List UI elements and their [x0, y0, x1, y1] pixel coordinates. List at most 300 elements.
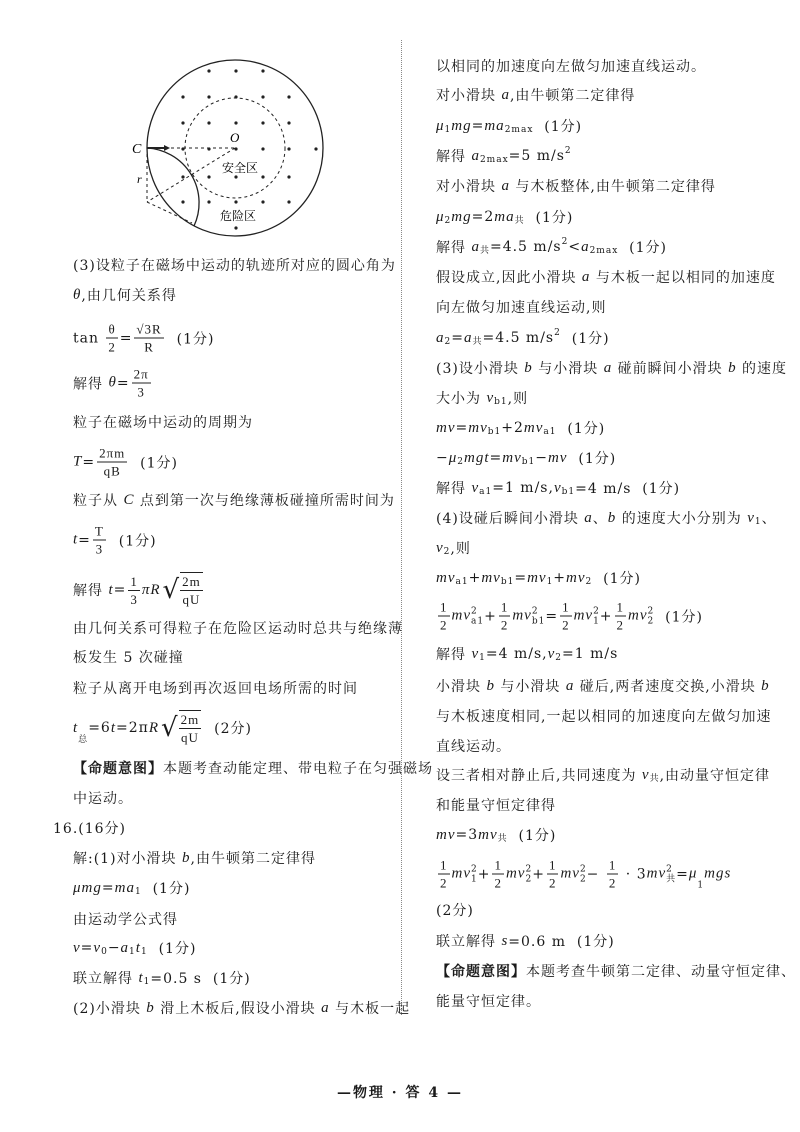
text-segment: (2)小滑块 — [73, 1001, 147, 1017]
formula-line — [73, 878, 190, 898]
superscript: 2 — [471, 864, 478, 874]
field-dot — [234, 226, 237, 229]
fraction — [180, 572, 203, 608]
text-line — [73, 848, 316, 868]
fraction — [106, 321, 117, 356]
field-dot — [181, 121, 184, 124]
text-segment: ,由牛顿第二定律得 — [190, 851, 316, 867]
numerator: 1 — [440, 857, 448, 873]
label-c: C — [132, 142, 142, 157]
subscript: 2 — [444, 216, 452, 226]
math-variable: a — [321, 999, 330, 1016]
text-segment: (1分) — [560, 331, 610, 347]
text-segment: − — [107, 940, 121, 956]
math-variable: v — [747, 509, 755, 526]
text-segment: 的速度大小分别为 — [616, 511, 748, 527]
math-variable: mv — [436, 569, 456, 586]
math-variable: mgs — [704, 865, 732, 882]
math-variable: v — [553, 479, 562, 496]
math-variable: mv — [451, 607, 471, 624]
safe-zone-label: 安全区 — [222, 161, 259, 175]
formula-line — [73, 710, 252, 746]
text-segment: = — [545, 608, 559, 624]
text-segment: (1分) — [618, 240, 667, 256]
sub-superscript — [580, 864, 587, 884]
formula-line — [436, 328, 610, 348]
subscript: 1 — [697, 880, 705, 891]
text-segment: = — [489, 450, 503, 466]
math-variable: πR — [141, 581, 161, 598]
subscript: 1 — [129, 947, 136, 957]
text-segment: + — [468, 570, 482, 586]
text-segment: 由几何关系可得粒子在危险区运动时总共与绝缘薄 — [73, 621, 403, 637]
denominator: qU — [182, 592, 201, 607]
formula-line — [436, 644, 618, 664]
math-variable: mv — [505, 865, 526, 882]
subscript: b1 — [487, 427, 502, 437]
math-variable: v — [547, 645, 556, 662]
subscript: 2 — [555, 653, 562, 663]
fraction — [547, 857, 559, 892]
text-segment: 与木板一起 — [329, 1001, 411, 1017]
numerator: 1 — [130, 573, 138, 589]
math-variable: mv — [628, 607, 648, 624]
field-dot — [287, 95, 290, 98]
denominator: 2 — [494, 875, 502, 891]
math-variable: a — [603, 359, 613, 376]
text-line — [436, 85, 635, 105]
math-variable: b — [486, 677, 495, 694]
text-line — [436, 176, 716, 196]
superscript: 2 — [564, 146, 572, 156]
math-variable: mv — [481, 569, 501, 586]
text-segment: 与木板整体,由牛顿第二定律得 — [509, 179, 716, 195]
text-segment: =3 — [455, 827, 479, 843]
fraction — [499, 599, 511, 634]
field-dot — [207, 121, 210, 124]
fraction — [438, 857, 450, 892]
text-segment: (1分) — [556, 421, 606, 437]
superscript: 2 — [554, 328, 561, 338]
text-line — [73, 788, 133, 808]
text-segment: (3)设粒子在磁场中运动的轨迹所对应的圆心角为 — [73, 258, 396, 274]
text-segment: 对小滑块 — [436, 88, 502, 104]
text-line — [436, 56, 706, 76]
subscript: 2 — [444, 337, 452, 347]
subscript: 1 — [140, 947, 148, 957]
text-segment: 碰后,两者速度交换,小滑块 — [574, 679, 762, 695]
field-dots — [181, 69, 317, 229]
text-segment: 解得 — [436, 481, 472, 497]
text-segment: 与木板速度相同,一起以相同的加速度向左做匀加速 — [436, 709, 772, 725]
arrow-head-icon — [164, 145, 170, 151]
subscript: b1 — [531, 616, 546, 626]
formula-line — [436, 418, 605, 438]
text-segment: =4 m/s, — [485, 646, 548, 662]
text-segment: (4)设碰后瞬间小滑块 — [436, 511, 585, 527]
text-segment: 联立解得 — [73, 971, 139, 987]
text-segment: (1分) — [533, 119, 583, 135]
denominator: qU — [180, 730, 199, 745]
math-variable: a — [581, 268, 591, 285]
field-dot — [234, 69, 237, 72]
text-segment: = — [676, 866, 689, 882]
text-segment: 板发生 5 次碰撞 — [73, 650, 184, 666]
subscript: 1 — [143, 977, 151, 987]
question-number — [53, 818, 126, 838]
formula-line — [73, 523, 157, 558]
math-variable: mgt — [464, 449, 490, 466]
formula-line — [436, 825, 556, 845]
text-segment: 由运动学公式得 — [73, 912, 178, 928]
math-variable: μ — [688, 865, 698, 882]
text-segment: = — [116, 375, 130, 391]
math-variable: t — [108, 581, 114, 598]
denominator: 2 — [608, 875, 617, 891]
bold-tag: 【命题意图】 — [73, 761, 163, 777]
text-segment: =4.5 m/s — [489, 239, 562, 255]
math-variable: v — [73, 939, 81, 956]
text-segment: 解得 — [436, 647, 472, 663]
text-segment: (1分) — [524, 210, 574, 226]
text-segment: = — [113, 582, 127, 598]
text-segment: (1分) — [141, 881, 191, 897]
math-variable: a — [471, 238, 480, 255]
text-segment: 粒子从 — [73, 493, 124, 509]
text-segment: =4.5 m/s — [482, 330, 555, 346]
text-segment: + — [477, 866, 491, 882]
subscript: 2 — [443, 547, 451, 557]
text-segment: +2 — [501, 420, 524, 436]
numerator: 1 — [500, 599, 509, 615]
text-segment: (2分) — [203, 721, 252, 737]
math-variable: a — [584, 509, 593, 526]
math-variable: mg — [451, 117, 472, 134]
text-segment: =1 m/s — [561, 646, 619, 662]
field-dot — [207, 69, 210, 72]
text-line — [73, 255, 396, 275]
score-line — [436, 900, 474, 920]
text-line — [436, 267, 776, 287]
text-segment: ,则 — [450, 541, 471, 557]
text-segment: (3)设小滑块 — [436, 361, 525, 377]
square-root — [163, 572, 205, 608]
text-segment: = — [78, 532, 91, 548]
subscript: b1 — [561, 487, 576, 497]
text-segment: 碰前瞬间小滑块 — [612, 361, 729, 377]
math-variable: mv — [502, 449, 522, 466]
text-segment: − — [586, 866, 605, 882]
formula-line — [73, 445, 178, 480]
subscript: 2max — [589, 246, 619, 256]
math-variable: a — [436, 329, 445, 346]
text-line — [436, 736, 511, 756]
formula-line — [73, 938, 196, 958]
subscript: b1 — [521, 457, 536, 467]
text-segment: − — [535, 450, 548, 466]
text-line — [73, 909, 178, 929]
math-variable: t — [110, 719, 116, 736]
text-segment: 解:(1)对小滑块 — [73, 851, 182, 867]
math-variable: v — [486, 389, 495, 406]
text-segment: =4 m/s (1分) — [575, 481, 681, 497]
math-variable: b — [761, 677, 770, 694]
text-line — [73, 285, 177, 305]
math-variable: t — [138, 969, 144, 986]
superscript: 2 — [647, 606, 655, 616]
text-line — [436, 388, 528, 408]
text-segment: 与木板一起以相同的加速度 — [590, 270, 776, 286]
subscript: 2 — [579, 874, 587, 884]
field-dot — [181, 95, 184, 98]
math-variable: R — [148, 719, 160, 736]
math-variable: ma — [484, 117, 505, 134]
subscript: 1 — [546, 577, 554, 587]
denominator: 2 — [440, 875, 448, 891]
subscript: 共 — [666, 874, 677, 884]
subscript: a1 — [471, 616, 485, 626]
text-segment: (1分) — [567, 451, 617, 467]
formula-line — [436, 448, 616, 468]
fraction — [438, 599, 450, 634]
math-variable: mv — [573, 607, 594, 624]
text-segment: · 3 — [620, 866, 647, 882]
superscript: 2 — [471, 606, 478, 616]
text-line — [73, 618, 403, 638]
numerator: 1 — [548, 857, 557, 873]
subscript: b1 — [500, 577, 515, 587]
text-segment: 的速度 — [736, 361, 788, 377]
numerator: 1 — [494, 857, 502, 873]
intent-line — [73, 758, 433, 778]
math-variable: T — [73, 453, 83, 470]
text-line — [73, 490, 395, 510]
math-variable: a — [581, 238, 590, 255]
math-variable: mv — [436, 826, 456, 843]
superscript: 2 — [593, 606, 600, 616]
text-segment: 解得 — [436, 240, 472, 256]
text-segment: 解得 — [73, 376, 109, 392]
field-dot — [181, 200, 184, 203]
denominator: qB — [103, 463, 121, 479]
text-line — [73, 647, 184, 667]
numerator: 1 — [608, 857, 617, 873]
numerator: 2m — [182, 574, 201, 589]
text-segment: − — [436, 450, 449, 466]
text-segment: 以相同的加速度向左做匀加速直线运动。 — [436, 59, 706, 75]
danger-zone-label: 危险区 — [220, 209, 257, 223]
numerator: 2πm — [99, 445, 126, 461]
field-dot — [207, 95, 210, 98]
math-variable: t — [73, 531, 79, 548]
text-segment: 16.(16分) — [53, 821, 127, 837]
denominator: 3 — [130, 591, 138, 607]
subscript: 2 — [525, 874, 533, 884]
math-variable: μ — [436, 208, 445, 225]
math-variable: mv — [451, 865, 471, 882]
text-segment: (2分) — [436, 903, 474, 919]
label-r: r — [137, 172, 142, 186]
text-segment: ,由牛顿第二定律得 — [509, 88, 636, 104]
math-variable: v — [471, 479, 480, 496]
field-dot — [314, 147, 317, 150]
math-variable: mv — [512, 607, 532, 624]
numerator: 2π — [133, 366, 149, 382]
formula-line — [73, 968, 251, 988]
formula-line — [436, 568, 641, 588]
text-segment: = — [455, 420, 469, 436]
math-variable: b — [607, 509, 617, 526]
field-dot — [234, 175, 237, 178]
fraction — [179, 710, 202, 746]
text-segment: (1分) — [592, 571, 641, 587]
text-segment: =0.6 m (1分) — [508, 934, 615, 950]
field-dot — [261, 175, 264, 178]
magnetic-field-diagram — [120, 40, 350, 250]
fraction — [128, 573, 140, 608]
subscript: 共 — [479, 246, 490, 256]
math-variable: b — [182, 849, 191, 866]
field-dot — [287, 147, 290, 150]
denominator: 2 — [548, 875, 557, 891]
math-variable: μ — [448, 449, 458, 466]
subscript: a1 — [479, 487, 493, 497]
text-line — [73, 412, 253, 432]
subscript: 2max — [504, 125, 534, 135]
numerator: 1 — [440, 599, 448, 615]
denominator: 2 — [440, 617, 448, 633]
formula-line — [436, 146, 572, 166]
math-variable: mv — [478, 826, 498, 843]
text-segment: 点到第一次与绝缘薄板碰撞所需时间为 — [134, 493, 395, 509]
math-variable: a — [501, 177, 510, 194]
numerator: 1 — [562, 599, 570, 615]
tangent-line — [147, 202, 192, 223]
field-dot — [234, 121, 237, 124]
superscript: 2 — [579, 864, 587, 874]
math-variable: ma — [494, 208, 515, 225]
trajectory-arc — [147, 148, 199, 226]
fraction — [134, 321, 163, 356]
math-variable: mv — [527, 569, 547, 586]
field-dot — [207, 200, 210, 203]
fraction — [132, 366, 151, 401]
formula-line — [436, 931, 615, 951]
denominator: 2 — [500, 617, 509, 633]
text-segment: 解得 — [73, 583, 109, 599]
text-line — [436, 358, 787, 378]
bold-tag: 【命题意图】 — [436, 964, 526, 980]
math-variable: b — [728, 359, 737, 376]
formula-line — [73, 572, 205, 608]
sub-superscript — [471, 864, 478, 884]
formula-line — [436, 478, 680, 498]
subscript: a1 — [543, 427, 557, 437]
text-segment: (1分) — [107, 533, 157, 549]
subscript: 总 — [78, 735, 89, 745]
fraction — [492, 857, 504, 892]
field-dot — [261, 69, 264, 72]
sub-superscript — [593, 606, 600, 626]
field-dot — [261, 147, 264, 150]
subscript: 1 — [593, 616, 600, 626]
field-dot — [261, 95, 264, 98]
formula-line — [436, 207, 573, 227]
sub-superscript — [525, 864, 532, 884]
text-segment: ,由几何关系得 — [81, 288, 177, 304]
math-variable: s — [501, 932, 509, 949]
label-o: O — [230, 130, 240, 145]
text-segment: 对小滑块 — [436, 179, 502, 195]
subscript: 共 — [472, 337, 483, 347]
math-variable: v — [436, 539, 444, 556]
text-segment: 中运动。 — [73, 791, 133, 807]
text-segment: 粒子在磁场中运动的周期为 — [73, 415, 253, 431]
text-segment: =5 m/s — [508, 148, 565, 164]
text-segment: =2 — [471, 209, 495, 225]
subscript: 共 — [497, 834, 508, 844]
text-segment: = — [514, 570, 528, 586]
math-variable: mv — [547, 449, 568, 466]
sub-superscript — [648, 606, 655, 626]
subscript: 1 — [134, 887, 142, 897]
page-footer: —物理 · 答 4 — — [336, 1085, 464, 1101]
math-variable: t — [135, 939, 141, 956]
radical-sign-icon: √ — [161, 713, 179, 743]
text-segment: = — [101, 880, 115, 896]
text-segment: 假设成立,因此小滑块 — [436, 270, 582, 286]
subscript: 1 — [754, 517, 762, 527]
subscript: 2max — [479, 155, 509, 165]
math-variable: a — [501, 86, 510, 103]
numerator: T — [94, 523, 104, 539]
subscript: 共 — [649, 774, 660, 784]
numerator: θ — [108, 321, 116, 337]
text-segment: (1分) — [165, 331, 215, 347]
subscript: 2 — [457, 457, 464, 467]
superscript: 2 — [561, 237, 569, 247]
text-segment: =1 m/s, — [492, 480, 554, 496]
fraction — [615, 599, 627, 634]
intent-line — [436, 961, 796, 981]
math-variable: t — [73, 719, 79, 736]
text-segment: = — [82, 454, 96, 470]
math-variable: θ — [108, 374, 117, 391]
math-variable: μ — [436, 117, 445, 134]
field-dot — [287, 200, 290, 203]
text-segment: =6 — [88, 720, 111, 736]
subscript: 0 — [101, 947, 108, 957]
square-root — [161, 710, 203, 746]
field-dot — [287, 175, 290, 178]
text-segment: + — [484, 608, 497, 624]
text-segment: 大小为 — [436, 391, 487, 407]
superscript: 2 — [666, 864, 673, 874]
text-segment: 直线运动。 — [436, 739, 511, 755]
superscript: 2 — [525, 864, 533, 874]
text-line — [436, 297, 606, 317]
math-variable: mv — [646, 865, 667, 882]
math-variable: μmg — [73, 879, 102, 896]
math-variable: a — [120, 939, 130, 956]
subscript: 1 — [471, 874, 478, 884]
text-segment: 本题考查动能定理、带电粒子在匀强磁场 — [163, 761, 433, 777]
text-segment: 小滑块 — [436, 679, 487, 695]
text-segment: 滑上木板后,假设小滑块 — [154, 1001, 322, 1017]
formula-line — [73, 366, 153, 401]
field-dot — [261, 200, 264, 203]
text-segment: (1分) — [654, 609, 703, 625]
